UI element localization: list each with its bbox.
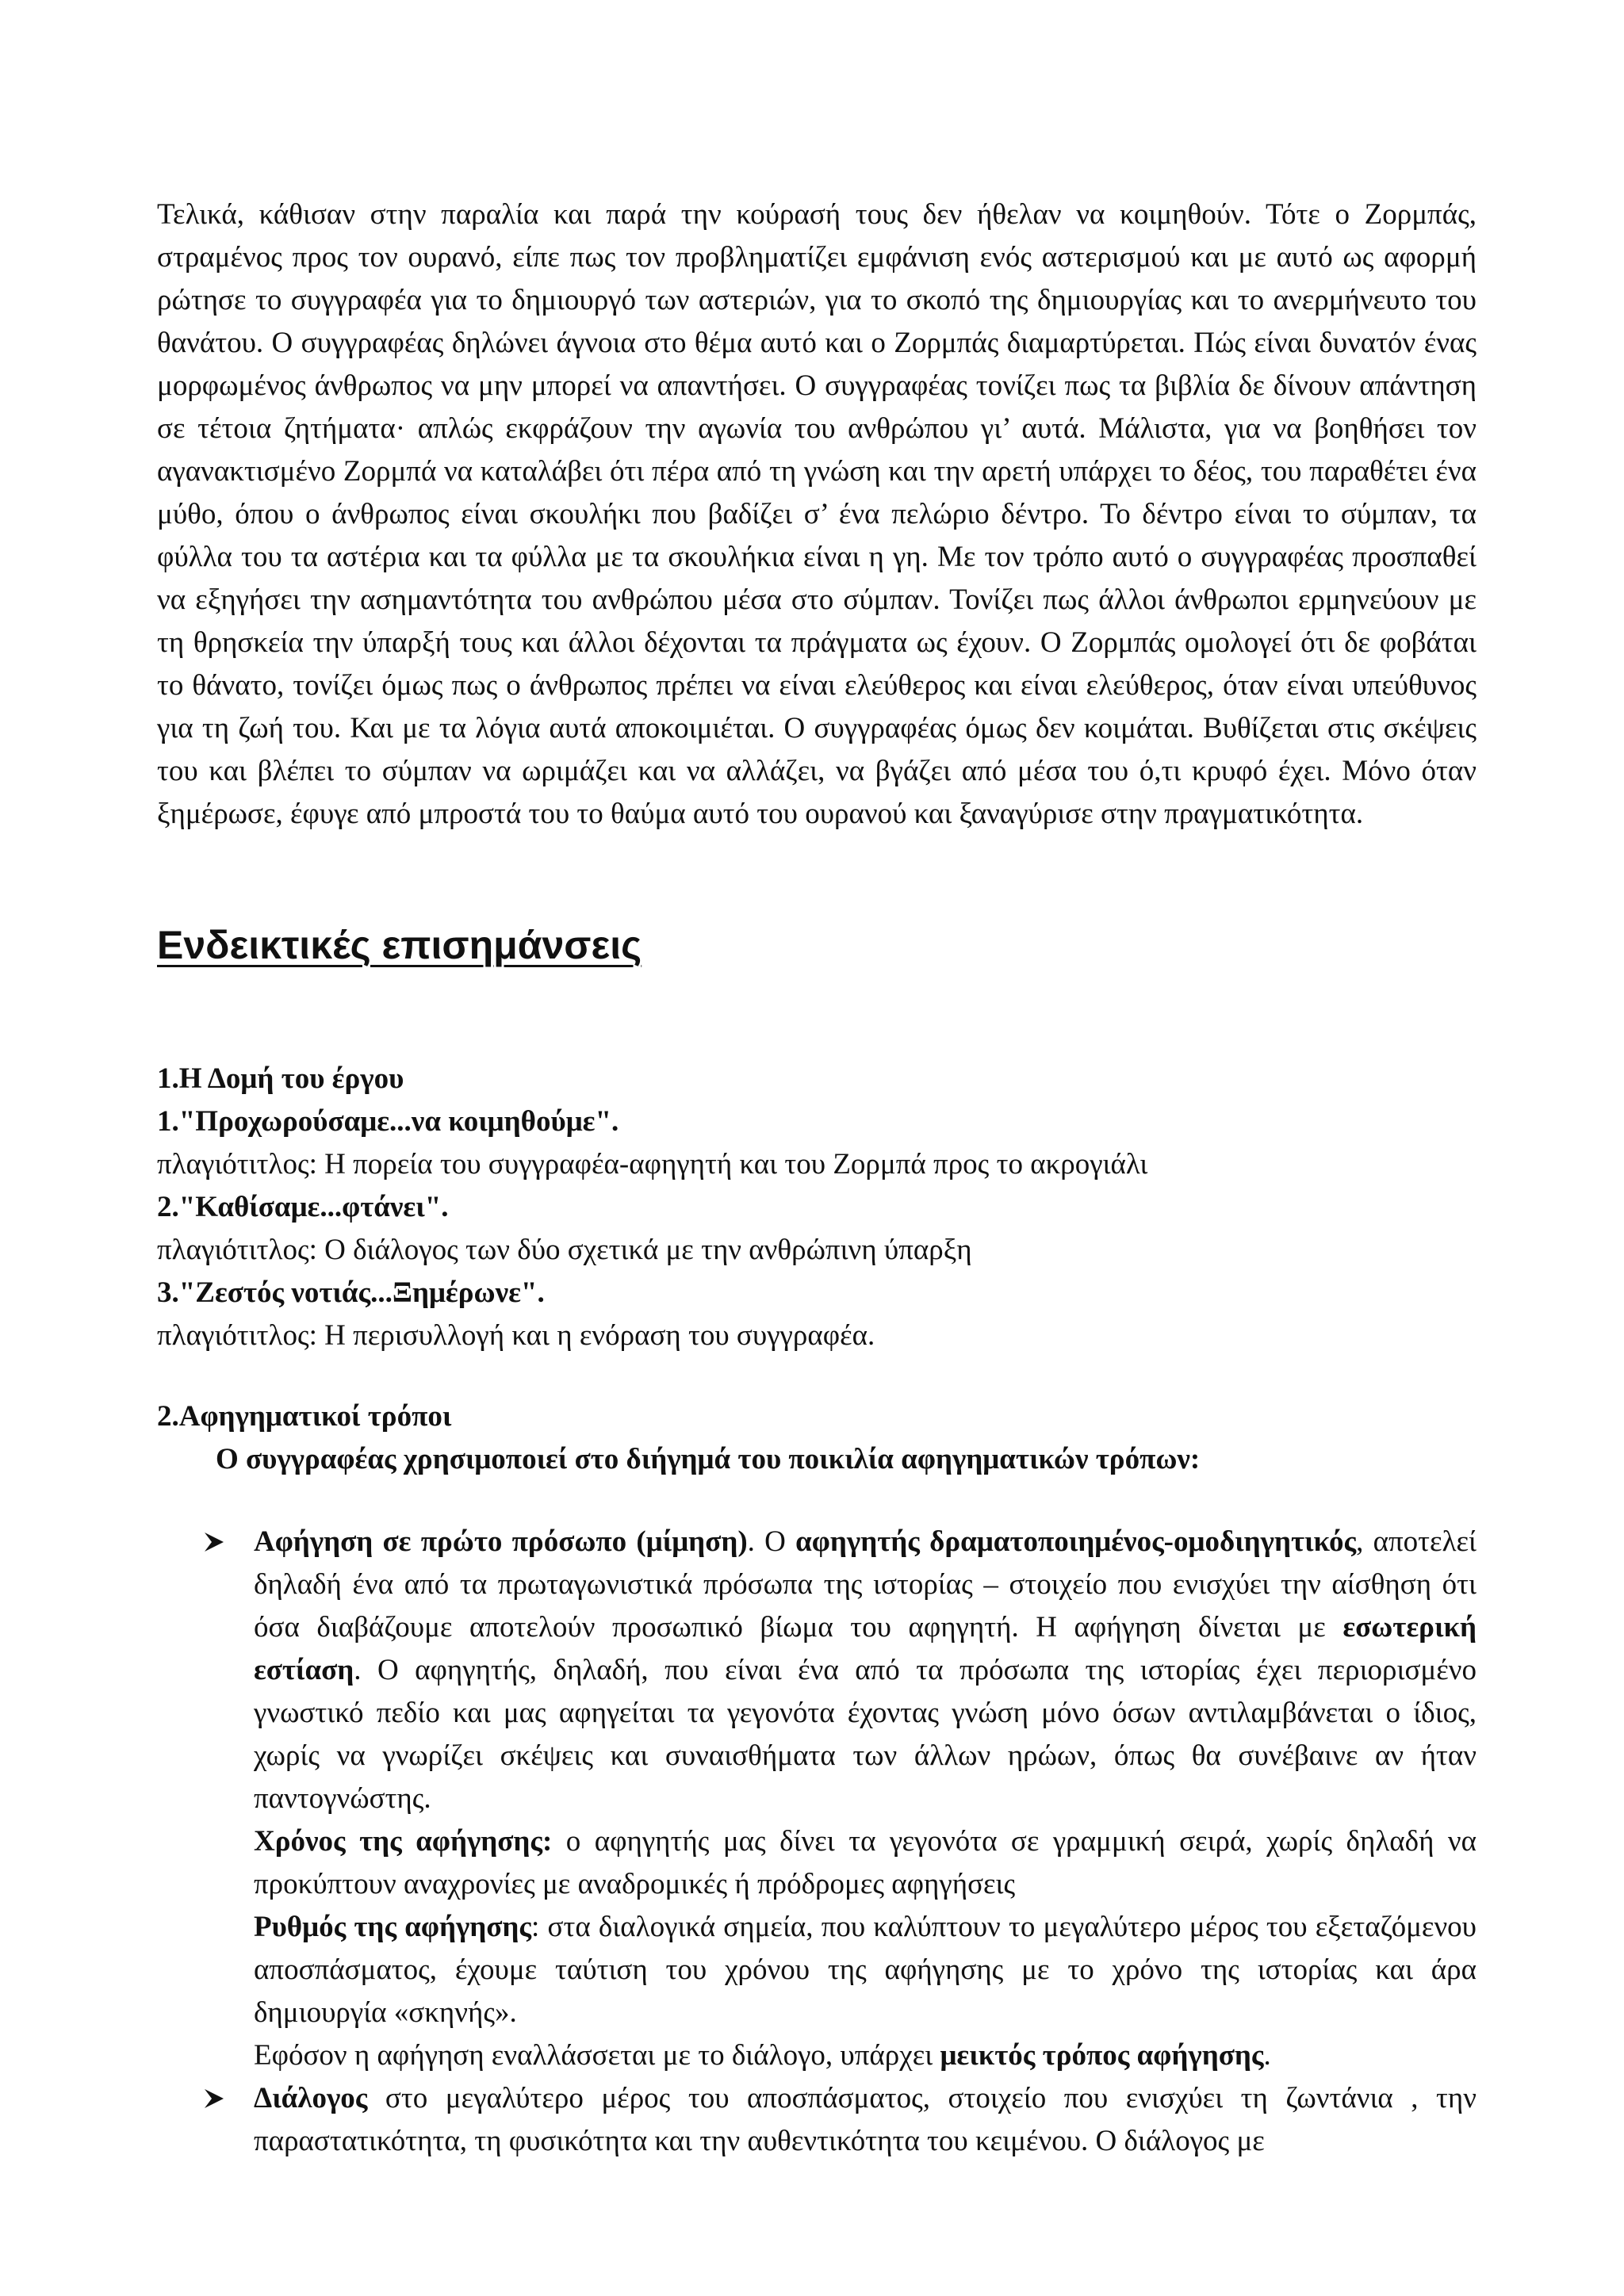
arrow-bullet-icon [198,1521,230,1563]
narration-time: Χρόνος της αφήγησης: ο αφηγητής μας δίνει τα γεγονότα σε γραμμική σειρά, χωρίς δηλαδή να προκύπτουν αναχρονίες με αναδρομικές ή πρόδρομες αφηγήσεις [254,1825,1477,1900]
document-page [157,193,1477,2163]
arrow-bullet-icon [198,2077,230,2120]
part-label: 1."Προχωρούσαμε...να κοιμηθούμε". [157,1105,619,1138]
intro-paragraph: Τελικά, κάθισαν στην παραλία και παρά την κούρασή τους δεν ήθελαν να κοιμηθούν. Τότε ο Ζορμπάς, στραμένος προς τον ουρανό, είπε πως τον προβληματίζει εμφάνιση ενός αστερισμού και με αυτό ως αφορμή ρώτησε το συγγραφέα για το δημιουργό των αστεριών, για το σκοπό της δημιουργίας και το ανερμήνευτο του θανάτου. Ο συγγραφέας δηλώνει άγνοια στο θέμα αυτό και ο Ζορμπάς διαμαρτύρεται. Πώς είναι δυνατόν ένας μορφωμένος άνθρωπος να μην μπορεί να απαντήσει. Ο συγγραφέας τονίζει πως τα βιβλία δε δίνουν απάντηση σε τέτοια ζητήματα· απλώς εκφράζουν την αγωνία του ανθρώπου γι’ αυτά. Μάλιστα, για να βοηθήσει τον αγανακτισμένο Ζορμπά να καταλάβει ότι πέρα από τη γνώση και την αρετή υπάρχει το δέος, του παραθέτει ένα μύθο, όπου ο άνθρωπος είναι σκουλήκι που βαδίζει σ’ ένα πελώριο δέντρο. Το δέντρο είναι το σύμπαν, τα φύλλα του τα αστέρια και τα φύλλα με τα σκουλήκια είναι η γη. Με τον τρόπο αυτό ο συγγραφέας προσπαθεί να εξηγήσει την ασημαντότητα του ανθρώπου μέσα στο σύμπαν. Τονίζει πως άλλοι άνθρωποι ερμηνεύουν με τη θρησκεία την ύπαρξή τους και άλλοι δέχονται τα πράγματα ως έχουν. Ο Ζορμπάς ομολογεί ότι δε φοβάται το θάνατο, τονίζει όμως πως ο άνθρωπος πρέπει να είναι ελεύθερος και είναι ελεύθερος, όταν είναι υπεύθυνος για τη ζωή του. Και με τα λόγια αυτά αποκοιμιέται. Ο συγγραφέας όμως δεν κοιμάται. Βυθίζεται στις σκέψεις του και βλέπει το σύμπαν να ωριμάζει και να αλλάζει, να βγάζει από μέσα του ό,τι κρυφό έχει. Μόνο όταν ξημέρωσε, έφυγε από μπροστά του το θαύμα αυτό του ουρανού και ξαναγύρισε στην πραγματικότητα. [157,198,1477,830]
part-label: 3."Ζεστός νοτιάς...Ξημέρωνε". [157,1276,545,1309]
narration-rhythm: Ρυθμός της αφήγησης: στα διαλογικά σημεία, που καλύπτουν το μεγαλύτερο μέρος του εξεταζόμενου αποσπάσματος, έχουμε ταύτιση του χρόνου της αφήγησης με το χρόνο της ιστορίας και άρα δημιουργία «σκηνής». [254,1911,1477,2029]
part-subtitle: πλαγιότιτλος: Η περισυλλογή και η ενόραση του συγγραφέα. [157,1319,875,1352]
bullet-text: Αφήγηση σε πρώτο πρόσωπο (μίμηση). Ο αφηγητής δραματοποιημένος-ομοδιηγητικός, αποτελεί δηλαδή ένα από τα πρωταγωνιστικά πρόσωπα της ιστορίας – στοιχείο που ενισχύει την αίσθηση ότι όσα διαβάζουμε αποτελούν προσωπικό βίωμα του αφηγητή. Η αφήγηση δίνεται με εσωτερική εστίαση. Ο αφηγητής, δηλαδή, που είναι ένα από τα πρόσωπα της ιστορίας έχει περιορισμένο γνωστικό πεδίο και μας αφηγείται τα γεγονότα έχοντας γνώση μόνο όσων αντιλαμβάνεται ο ίδιος, χωρίς να γνωρίζει σκέψεις και συναισθήματα των άλλων ηρώων, όπως θα συνέβαινε αν ήταν παντογνώστης. [254,1525,1477,1815]
structure-section [157,1058,1477,1357]
narrative-intro: Ο συγγραφέας χρησιμοποιεί στο διήγημά του ποικιλία αφηγηματικών τρόπων: [216,1443,1201,1475]
list-item [157,1521,1477,2077]
narrative-bullet-list [157,1521,1477,2163]
structure-title: 1.Η Δομή του έργου [157,1062,404,1095]
part-subtitle: πλαγιότιτλος: Ο διάλογος των δύο σχετικά με την ανθρώπινη ύπαρξη [157,1234,972,1266]
part-label: 2."Καθίσαμε...φτάνει". [157,1191,449,1223]
part-subtitle: πλαγιότιτλος: Η πορεία του συγγραφέα-αφηγητή και του Ζορμπά προς το ακρογιάλι [157,1148,1148,1181]
narration-mixed: Εφόσον η αφήγηση εναλλάσσεται με το διάλογο, υπάρχει μεικτός τρόπος αφήγησης. [254,2039,1271,2072]
bullet-text: Διάλογος στο μεγαλύτερο μέρος του αποσπάσματος, στοιχείο που ενισχύει τη ζωντάνια , την παραστατικότητα, τη φυσικότητα και την αυθεντικότητα του κειμένου. Ο διάλογος με [254,2082,1477,2157]
list-item [157,2077,1477,2163]
narrative-section [157,1395,1477,2163]
section-heading: Ενδεικτικές επισημάνσεις [157,923,642,967]
narrative-title: 2.Αφηγηματικοί τρόποι [157,1400,452,1433]
